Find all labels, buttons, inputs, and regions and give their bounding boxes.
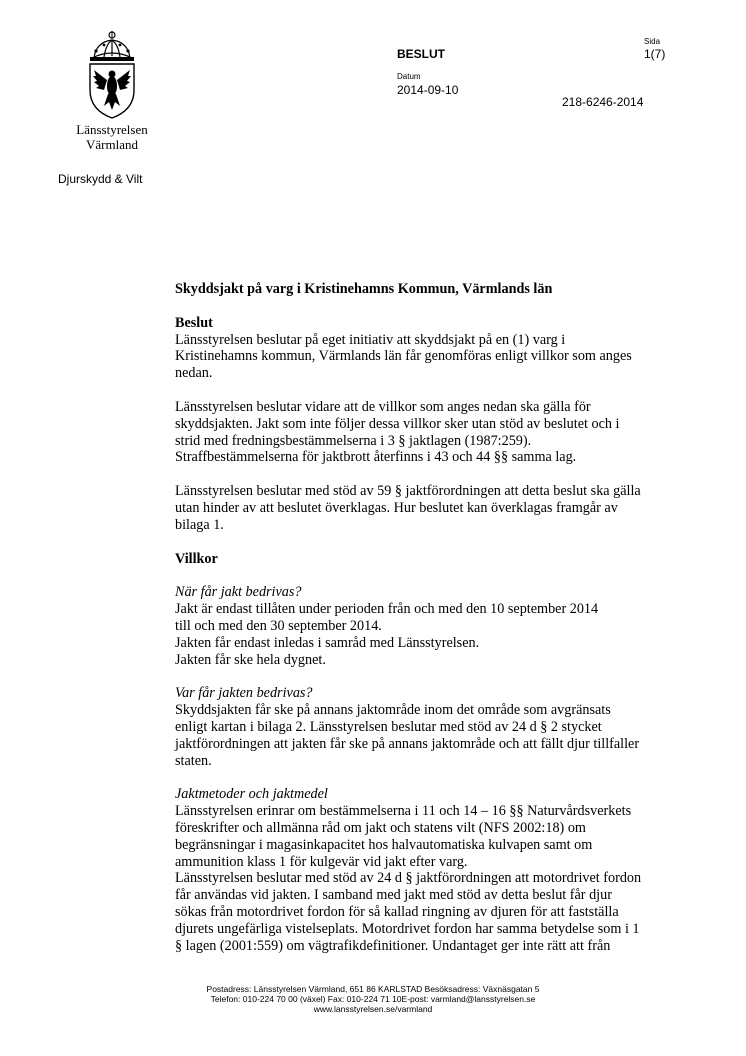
paragraph-line: djurets ungefärliga vistelseplats. Motordrivet fordon har samma betydelse som i 1 (175, 920, 640, 937)
paragraph-line: begränsningar i magasinkapacitet hos halvautomatiska kulvapen samt om (175, 836, 593, 853)
subheading-where: Var får jakten bedrivas? (175, 685, 313, 702)
beslut-heading: Beslut (175, 314, 213, 331)
paragraph-line: ammunition klass 1 för kulgevär vid jakt efter varg. (175, 853, 468, 870)
page-number: 1(7) (644, 47, 666, 61)
org-name-line1: Länsstyrelsen (76, 122, 148, 137)
date-label: Datum (397, 72, 421, 81)
subheading-methods: Jaktmetoder och jaktmedel (175, 786, 328, 803)
reference-number: 218-6246-2014 (562, 95, 644, 109)
date-value: 2014-09-10 (397, 83, 459, 97)
paragraph-line: Länsstyrelsen beslutar med stöd av 24 d § jaktförordningen att motordrivet fordon (175, 870, 642, 887)
footer-contact: Telefon: 010-224 70 00 (växel) Fax: 010-224 71 10E-post: varmland@lansstyrelsen.se (210, 994, 536, 1004)
paragraph-line: Straffbestämmelserna för jaktbrott återfinns i 43 och 44 §§ samma lag. (175, 449, 577, 466)
footer (0, 984, 746, 1014)
paragraph-line: Länsstyrelsen beslutar vidare att de villkor som anges nedan ska gälla för (175, 398, 591, 415)
doc-type: BESLUT (397, 47, 445, 61)
logo (72, 30, 152, 152)
footer-website: www.lansstyrelsen.se/varmland (313, 1004, 433, 1014)
department: Djurskydd & Vilt (58, 172, 143, 186)
paragraph-line: sökas från motordrivet fordon för så kallad ringning av djuren för att fastställa (175, 903, 619, 920)
paragraph-line: Länsstyrelsen beslutar med stöd av 59 § jaktförordningen att detta beslut ska gälla (175, 483, 641, 500)
coat-of-arms-logo (82, 30, 142, 122)
villkor-heading: Villkor (175, 550, 218, 567)
beslut-line: Kristinehamns kommun, Värmlands län får genomföras enligt villkor som anges (175, 348, 632, 365)
subheading-when: När får jakt bedrivas? (175, 584, 302, 601)
document-body (175, 281, 680, 954)
paragraph-line: enligt kartan i bilaga 2. Länsstyrelsen beslutar med stöd av 24 d § 2 stycket (175, 718, 602, 735)
paragraph-line: till och med den 30 september 2014. (175, 617, 382, 634)
paragraph-line: bilaga 1. (175, 516, 224, 533)
paragraph-line: staten. (175, 752, 212, 769)
paragraph-line: Jakt är endast tillåten under perioden från och med den 10 september 2014 (175, 601, 599, 618)
document-title: Skyddsjakt på varg i Kristinehamns Kommun, Värmlands län (175, 281, 553, 297)
beslut-line: Länsstyrelsen beslutar på eget initiativ att skyddsjakt på en (1) varg i (175, 331, 566, 348)
paragraph-line: § lagen (2001:559) om vägtrafikdefinitioner. Undantaget ger inte rätt att från (175, 937, 611, 954)
paragraph-line: utan hinder av att beslutet överklagas. Hur beslutet kan överklagas framgår av (175, 499, 618, 516)
footer-address: Postadress: Länsstyrelsen Värmland, 651 86 KARLSTAD Besöksadress: Växnäsgatan 5 (206, 984, 540, 994)
paragraph-line: Länsstyrelsen erinrar om bestämmelserna i 11 och 14 – 16 §§ Naturvårdsverkets (175, 803, 632, 820)
paragraph-line: får användas vid jakten. I samband med jakt med stöd av detta beslut får djur (175, 887, 612, 904)
paragraph-line: jaktförordningen att jakten får ske på annans jaktområde och att fällt djur tillfaller (175, 735, 640, 752)
paragraph-line: Jakten får endast inledas i samråd med Länsstyrelsen. (175, 634, 480, 651)
paragraph-line: föreskrifter och allmänna råd om jakt och statens vilt (NFS 2002:18) om (175, 819, 586, 836)
beslut-line: nedan. (175, 365, 213, 382)
page-label: Sida (644, 37, 661, 46)
paragraph-line: skyddsjakten. Jakt som inte följer dessa villkor sker utan stöd av beslutet och i (175, 415, 620, 432)
paragraph-line: Skyddsjakten får ske på annans jaktområde inom det område som avgränsats (175, 702, 611, 719)
paragraph-line: strid med fredningsbestämmelserna i 3 § jaktlagen (1987:259). (175, 432, 532, 449)
paragraph-line: Jakten får ske hela dygnet. (175, 651, 326, 668)
org-name-line2: Värmland (86, 137, 138, 152)
